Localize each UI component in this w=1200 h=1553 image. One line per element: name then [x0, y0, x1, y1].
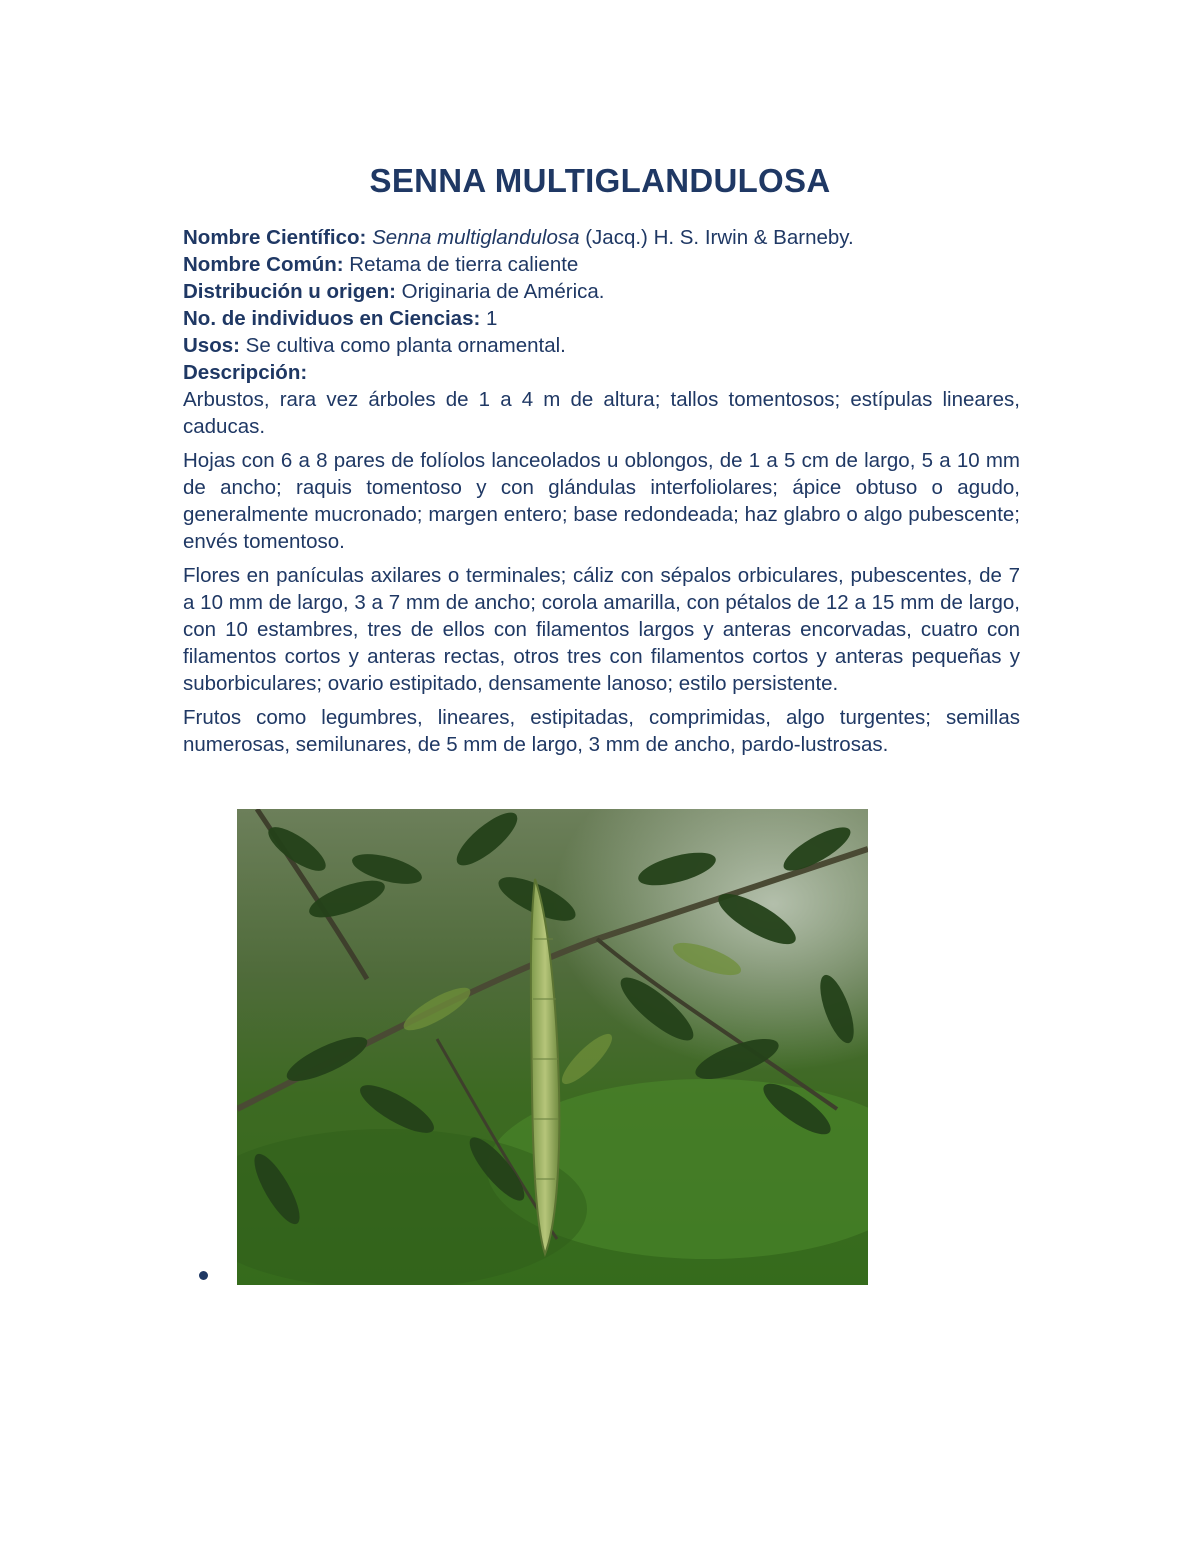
- plant-photo: [237, 809, 868, 1285]
- page-title: SENNA MULTIGLANDULOSA: [369, 162, 831, 199]
- description-fruits: Frutos como legumbres, lineares, estipitadas, comprimidas, algo turgentes; semillas numerosas, semilunares, de 5 mm de largo, 3 mm de ancho, pardo-lustrosas.: [183, 706, 1020, 756]
- seed-pod-branch-image: [237, 809, 868, 1285]
- description-habit: Arbustos, rara vez árboles de 1 a 4 m de altura; tallos tomentosos; estípulas lineares, caducas.: [183, 388, 1020, 438]
- species-sheet: [183, 224, 1020, 765]
- origin-value: Originaria de América.: [401, 280, 605, 303]
- description-leaves: Hojas con 6 a 8 pares de folíolos lanceolados u oblongos, de 1 a 5 cm de largo, 5 a 10 mm de ancho; raquis tomentoso y con glándulas interfoliolares; ápice obtuso o agudo, generalmente mucronado; margen entero; base redondeada; haz glabro o algo pubescente; envés tomentoso.: [183, 449, 1020, 553]
- description-flowers: Flores en panículas axilares o terminales; cáliz con sépalos orbiculares, pubescentes, de 7 a 10 mm de largo, 3 a 7 mm de ancho; corola amarilla, con pétalos de 12 a 15 mm de largo, con 10 estambres, tres de ellos con filamentos largos y anteras encorvadas, cuatro con filamentos cortos y anteras rectas, otros tres con filamentos cortos y anteras pequeñas y suborbiculares; ovario estipitado, densamente lanoso; estilo persistente.: [183, 564, 1020, 695]
- scientific-name-row: [183, 224, 1020, 251]
- uses-row: [183, 332, 1020, 359]
- individuals-row: [183, 305, 1020, 332]
- list-bullet: [199, 1271, 208, 1280]
- individuals-value: 1: [486, 307, 498, 330]
- origin-label: Distribución u origen:: [183, 280, 396, 303]
- common-name-row: [183, 251, 1020, 278]
- uses-label: Usos:: [183, 334, 240, 357]
- common-name-value: Retama de tierra caliente: [349, 253, 579, 276]
- scientific-name-italic: Senna multiglandulosa: [372, 226, 580, 249]
- origin-row: [183, 278, 1020, 305]
- scientific-name-authors: (Jacq.) H. S. Irwin & Barneby.: [585, 226, 854, 249]
- uses-value: Se cultiva como planta ornamental.: [245, 334, 566, 357]
- scientific-name-label: Nombre Científico:: [183, 226, 367, 249]
- individuals-label: No. de individuos en Ciencias:: [183, 307, 481, 330]
- common-name-label: Nombre Común:: [183, 253, 344, 276]
- description-label: Descripción:: [183, 361, 308, 384]
